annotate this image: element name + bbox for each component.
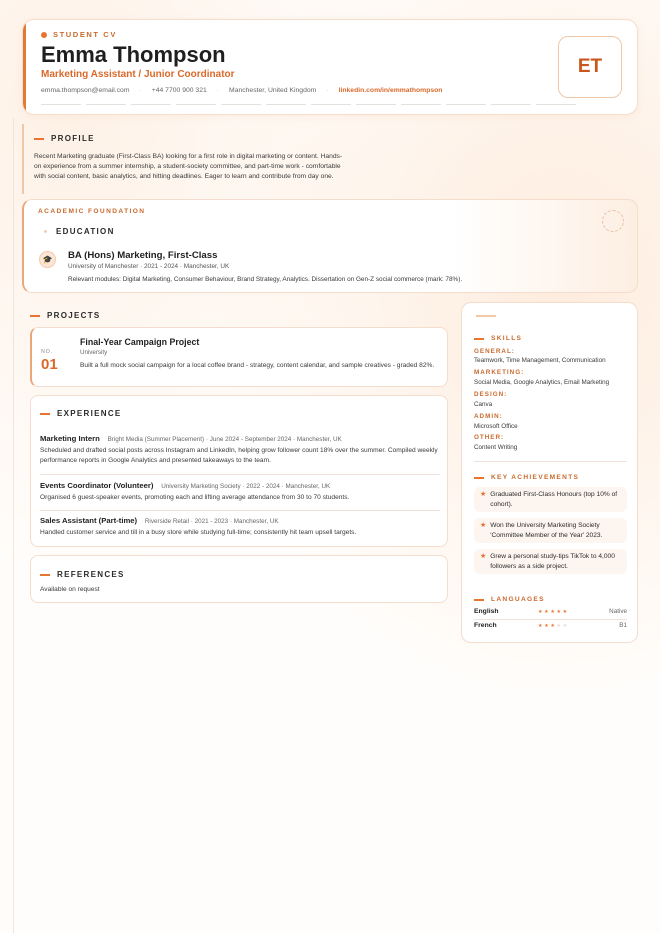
job-meta: Riverside Retail · 2021 - 2023 · Manchester, UK [144,518,279,525]
contact-separator: · [326,87,329,94]
language-level: Native [609,608,627,615]
job-divider [40,474,440,475]
project-context: University [80,349,108,356]
star-icon: ★ [480,553,487,560]
sidebar [461,302,638,643]
sidebar-top-bar [476,315,496,317]
skill-category: MARKETING: [474,369,525,376]
references-section [30,555,448,603]
job-title: Sales Assistant (Part-time) [40,516,138,525]
sidebar-divider [474,619,627,620]
achievement-text: Grew a personal study-tips TikTok to 4,000 followers as a side project. [490,553,615,570]
eyebrow [41,30,117,39]
contact-email[interactable]: emma.thompson@email.com [41,87,130,94]
rating-star-icon: ★ [562,622,569,629]
skill-category: ADMIN: [474,413,503,420]
contact-location: Manchester, United Kingdom [229,87,317,94]
heading-bar-icon [34,138,44,140]
achievement-text: Won the University Marketing Society 'Committee Member of the Year' 2023. [490,522,603,539]
monogram-badge: ET [558,36,622,98]
experience-heading [40,409,122,418]
job-entry [40,516,440,538]
decorative-ring-icon [602,210,624,232]
achievement-item [474,518,627,543]
contact-row [41,87,442,94]
header-tick-rule [41,104,576,105]
sidebar-divider [474,461,627,462]
achievement-item [474,549,627,574]
experience-section [30,395,448,547]
header-accent-bar [23,20,26,115]
eyebrow-dot-icon [41,32,47,38]
job-title: Events Coordinator (Volunteer) [40,481,154,490]
job-header [40,516,440,525]
skill-values: Teamwork, Time Management, Communication [474,357,606,364]
contact-phone[interactable]: +44 7700 900 321 [151,87,207,94]
project-number: 01 [41,356,58,373]
rating-star-icon: ★ [538,622,545,629]
references-text: Available on request [40,586,100,593]
contact-separator: · [216,87,220,94]
heading-dot-icon [44,230,47,233]
project-card [30,327,448,387]
experience-title: EXPERIENCE [57,409,122,418]
job-entry [40,434,440,465]
skill-category: GENERAL: [474,348,515,355]
language-row [474,622,627,629]
heading-bar-icon [474,477,484,479]
rating-star-icon: ★ [544,622,551,629]
heading-bar-icon [40,413,50,415]
project-name: Final-Year Campaign Project [80,337,200,347]
job-meta: Bright Media (Summer Placement) · June 2024 - September 2024 · Manchester, UK [107,436,342,443]
rating-star-icon: ★ [556,622,563,629]
contact-linkedin-link[interactable]: linkedin.com/in/emmathompson [338,87,443,94]
candidate-role: Marketing Assistant / Junior Coordinator [41,69,235,80]
contact-separator: · [139,87,142,94]
candidate-name: Emma Thompson [41,42,226,67]
degree-title: BA (Hons) Marketing, First-Class [68,250,218,261]
profile-heading [34,134,95,143]
profile-title: PROFILE [51,134,95,143]
heading-bar-icon [40,574,50,576]
academic-section [22,199,638,293]
rating-star-icon: ★ [562,608,569,615]
language-name: English [474,608,499,615]
skill-values: Microsoft Office [474,423,518,430]
job-entry [40,481,440,503]
achievement-item [474,487,627,512]
references-heading [40,570,125,579]
skills-heading [474,335,522,342]
languages-title: LANGUAGES [491,596,545,603]
rating-star-icon: ★ [544,608,551,615]
references-title: REFERENCES [57,570,125,579]
job-description: Scheduled and drafted social posts across Instagram and LinkedIn, helping grow follower count 18% over the summer. Compiled weekly performance reports in Google Analytics and presented takeaways to the team. [40,447,438,464]
job-header [40,434,440,443]
profile-section [22,124,352,194]
skill-values: Canva [474,401,493,408]
language-level: B1 [619,622,627,629]
language-name: French [474,622,497,629]
achievements-title: KEY ACHIEVEMENTS [491,474,580,481]
skill-category: OTHER: [474,434,505,441]
achievements-heading [474,474,579,481]
heading-bar-icon [474,599,484,601]
job-divider [40,510,440,511]
header-card [22,19,638,115]
skills-title: SKILLS [491,335,523,342]
rating-star-icon: ★ [538,608,545,615]
projects-title: PROJECTS [47,311,101,320]
language-rating [538,623,619,629]
skill-category: DESIGN: [474,391,508,398]
job-description: Organised 6 guest-speaker events, promoting each and lifting average attendance from 30 to 70 students. [40,494,350,501]
academic-label: ACADEMIC FOUNDATION [38,208,146,215]
degree-details: University of Manchester · 2021 - 2024 · Manchester, UK [68,263,230,270]
skill-values: Social Media, Google Analytics, Email Marketing [474,379,610,386]
education-title: EDUCATION [56,227,115,236]
job-meta: University Marketing Society · 2022 - 2024 · Manchester, UK [161,483,331,490]
job-header [40,481,440,490]
job-description: Handled customer service and till in a busy store while studying full-time; consistently hit team upsell targets. [40,529,357,536]
language-row [474,608,627,615]
rating-star-icon: ★ [550,622,557,629]
heading-bar-icon [474,338,484,340]
heading-bar-icon [30,315,40,317]
languages-heading [474,596,545,603]
eyebrow-text: STUDENT CV [53,30,117,39]
rating-star-icon: ★ [550,608,557,615]
star-icon: ★ [480,522,487,529]
projects-heading [30,311,101,320]
profile-text: Recent Marketing graduate (First-Class BA) looking for a first role in digital marketing or content. Hands-on experience from a summer internship, a student-society committee, and part-time work - comfortable with social content, basic analytics, and hitting deadlines. Eager to learn and contribute from day one. [34,153,343,180]
language-rating [538,609,609,615]
star-icon: ★ [480,491,487,498]
graduation-cap-icon: 🎓 [39,251,56,268]
education-heading [44,227,115,236]
achievement-text: Graduated First-Class Honours (top 10% of cohort). [490,491,618,508]
job-title: Marketing Intern [40,434,100,443]
page-left-rule [13,118,14,933]
rating-star-icon: ★ [556,608,563,615]
project-no-label: NO. [41,349,54,355]
degree-modules: Relevant modules: Digital Marketing, Consumer Behaviour, Brand Strategy, Analytics. Dissertation on Gen-Z social commerce (mark: 78%). [68,276,463,283]
project-description: Built a full mock social campaign for a local coffee brand - strategy, content calendar, and sample creatives - graded 82%. [80,362,435,369]
skill-values: Content Writing [474,444,518,451]
